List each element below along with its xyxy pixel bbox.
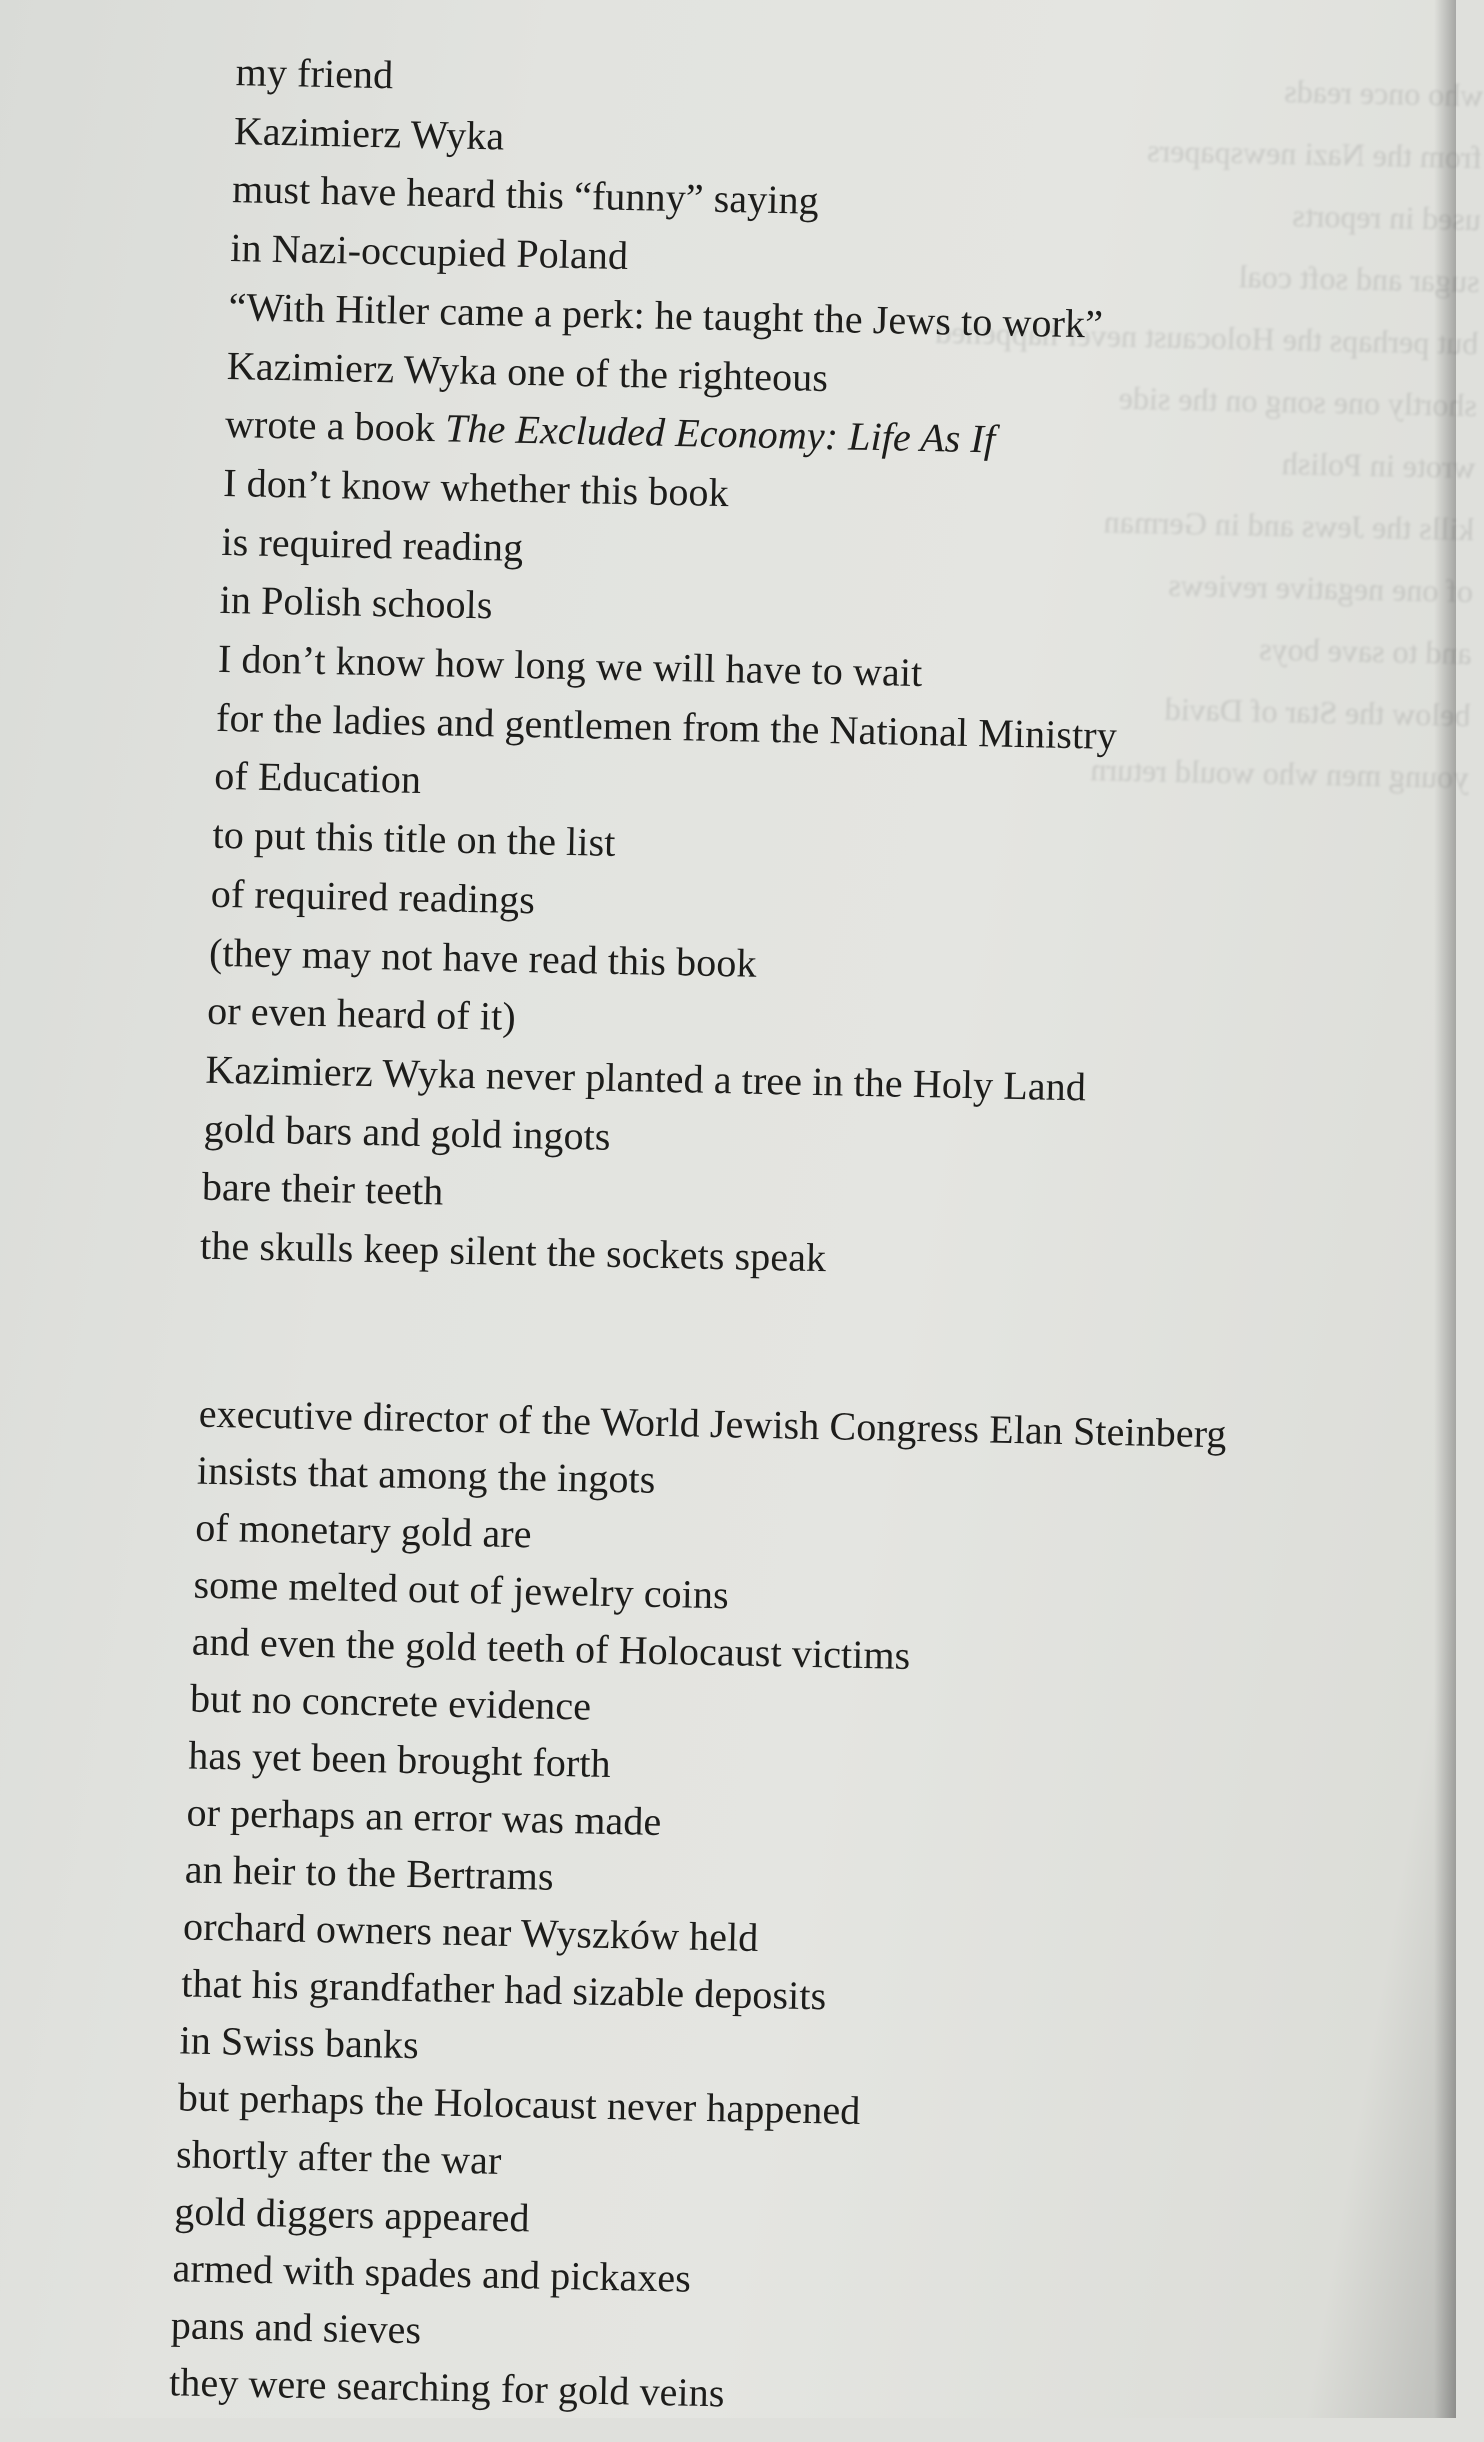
bleed-line: used in reports — [1292, 197, 1482, 238]
bleed-line: kills the Jews and in German — [1103, 503, 1475, 548]
poem-line — [212, 811, 616, 867]
poem-line-text: shortly after the war — [175, 2131, 502, 2183]
poem-line-text: in Swiss banks — [179, 2017, 420, 2068]
poem-line — [230, 224, 629, 280]
poem-line — [205, 1046, 1086, 1112]
poem-line — [190, 1675, 592, 1731]
poem-line-text: of required readings — [210, 870, 536, 923]
poem-line-text: that his grandfather had sizable deposits — [180, 1960, 827, 2019]
poem-line — [209, 928, 757, 987]
poem-line-text: of monetary gold are — [194, 1504, 533, 1557]
poem-line-text: has yet been brought forth — [187, 1732, 612, 1786]
poem-line-text: my friend — [235, 49, 394, 98]
poem-line-text: they were searching for gold veins — [168, 2359, 725, 2416]
poem-line — [233, 107, 504, 160]
poem-line — [226, 342, 828, 402]
poem-line — [214, 752, 422, 804]
poem-line-text: orchard owners near Wyszków held — [182, 1903, 759, 1960]
poem-line — [223, 459, 729, 517]
poem-line — [169, 2358, 725, 2417]
poem-line-text: and even the gold teeth of Holocaust victims — [191, 1618, 911, 1678]
poem-line — [176, 2130, 502, 2185]
poem-line-text: the skulls keep silent the sockets speak — [199, 1222, 827, 1281]
bleed-line: but perhaps the Holocaust never happened — [935, 313, 1479, 362]
bleed-line: shortly one song on the side — [1118, 379, 1478, 424]
poem-line-text: to put this title on the list — [212, 811, 616, 865]
poem-line-text: insists that among the ingots — [196, 1447, 656, 1502]
bleed-line: and to save boys — [1258, 630, 1473, 672]
poem-line-text: an heir to the Bertrams — [184, 1846, 555, 1899]
poem-line — [170, 2301, 421, 2354]
poem-line-text: for the ladies and gentlemen from the National Ministry — [215, 694, 1118, 758]
poem-line — [221, 518, 524, 572]
bleed-line: who once reads — [1284, 73, 1484, 114]
poem-line — [235, 48, 393, 99]
bleed-line: of one negative reviews — [1167, 566, 1474, 610]
poem-line-text: I don’t know how long we will have to wait — [217, 635, 923, 696]
poem-line — [174, 2187, 530, 2242]
poem-line — [184, 1845, 554, 1900]
poem-line — [186, 1788, 662, 1846]
poem-line — [183, 1902, 759, 1962]
poem-line — [197, 1447, 656, 1504]
poem-line — [201, 1163, 443, 1216]
poem-line-text: is required reading — [221, 518, 524, 570]
poem-line — [207, 987, 516, 1041]
bleed-line: wrote in Polish — [1281, 445, 1476, 486]
poem-line-text: executive director of the World Jewish Congress Elan Steinberg — [198, 1390, 1228, 1457]
poem-line — [193, 1561, 729, 1620]
poem-line — [203, 1104, 611, 1160]
poem-line — [188, 1732, 611, 1788]
poem-line — [198, 1390, 1227, 1459]
poem-line-text: armed with spades and pickaxes — [172, 2245, 692, 2301]
poem-line — [200, 1222, 827, 1283]
poem-line-text: gold diggers appeared — [173, 2188, 531, 2241]
poem-line-text: Kazimierz Wyka — [233, 107, 505, 159]
poem-line-text: Kazimierz Wyka never planted a tree in the Holy Land — [205, 1046, 1087, 1110]
poem-line — [232, 165, 820, 225]
poem-line — [191, 1618, 910, 1680]
poem-line — [179, 2016, 419, 2069]
poem-line-text: or even heard of it) — [206, 987, 517, 1040]
poem-line-text: but perhaps the Holocaust never happened — [177, 2074, 861, 2134]
bleed-line: sugar and soft coal — [1238, 258, 1480, 300]
poem-line — [225, 400, 996, 463]
poem-line-text: some melted out of jewelry coins — [193, 1561, 730, 1618]
poem-line-text: “With Hitler came a perk: he taught the Jews to work” — [228, 283, 1104, 347]
poem-line-text: in Nazi-occupied Poland — [229, 225, 629, 279]
poem-line-text: wrote a book — [224, 401, 446, 451]
bleed-line: from the Nazi newspapers — [1146, 132, 1483, 176]
poem-line-text: pans and sieves — [170, 2302, 422, 2353]
poem-line-text: but no concrete evidence — [189, 1675, 592, 1729]
bleed-line: below the Star of David — [1164, 690, 1471, 734]
poem-line-text: (they may not have read this book — [208, 929, 758, 986]
poem-line-text: gold bars and gold ingots — [203, 1105, 612, 1159]
poem-line — [195, 1504, 532, 1559]
poem-line-text: bare their teeth — [201, 1163, 444, 1214]
poem-line — [228, 283, 1103, 349]
poem-line-text: I don’t know whether this book — [222, 459, 730, 515]
bleed-line: young men who would return — [1090, 751, 1470, 796]
poem-line — [210, 870, 535, 924]
poem-line — [177, 2073, 860, 2135]
poem-line-text: in Polish schools — [219, 577, 494, 628]
poem-line-text: must have heard this “funny” saying — [231, 166, 820, 224]
poem-line — [181, 1959, 827, 2020]
book-title-italic: The Excluded Economy: Life As If — [444, 405, 996, 462]
poem-line — [219, 576, 493, 629]
poem-line-text: Kazimierz Wyka one of the righteous — [226, 342, 829, 400]
poem-line-text: of Education — [213, 753, 422, 803]
poem-line — [216, 694, 1118, 760]
poem-line — [172, 2244, 691, 2302]
poem-line-text: or perhaps an error was made — [186, 1789, 662, 1845]
poem-line — [217, 635, 922, 697]
